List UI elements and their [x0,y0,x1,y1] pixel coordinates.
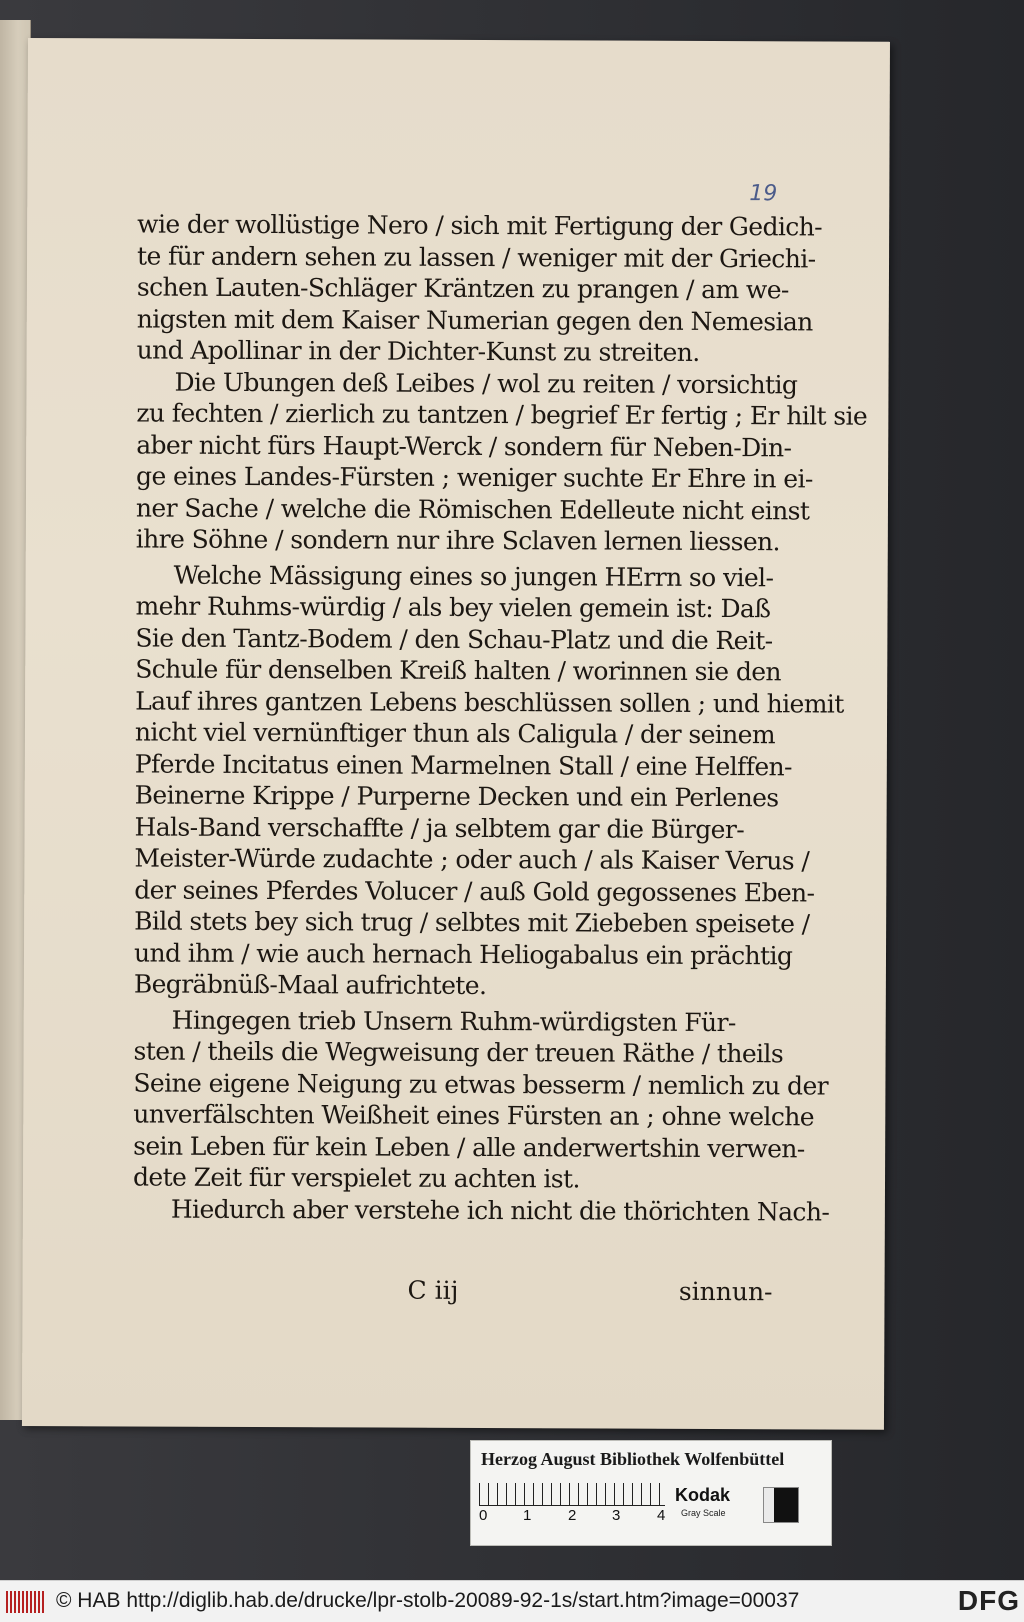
credit-bar [0,1580,1024,1622]
text-line: und ihm / wie auch hernach Heliogabalus ein prächtig [133,937,793,970]
text-line: Meister-Würde zudachte ; oder auch / als Kaiser Verus / [134,843,810,876]
signature-mark: C iij [407,1275,459,1305]
library-name: Herzog August Bibliothek Wolfenbüttel [481,1449,785,1469]
catchword: sinnun- [678,1276,773,1307]
text-line: sten / theils die Wegweisung der treuen Räthe / theils [133,1036,784,1069]
text-line: zu fechten / zierlich zu tantzen / begrief Er fertig ; Er hilt sie [136,398,868,431]
text-line: wie der wollüstige Nero / sich mit Fertigung der Gedich- [137,209,823,242]
page-text [132,208,868,1227]
text-line: mehr Ruhms-würdig / als bey vielen gemein ist: Daß [135,591,771,624]
scale-ruler [479,1483,665,1506]
credit-link[interactable]: © HAB http://diglib.hab.de/drucke/lpr-stolb-20089-92-1s/start.htm?image=00037 [56,1589,800,1612]
text-line: Sie den Tantz-Bodem / den Schau-Platz und die Reit- [135,622,773,655]
text-line: nigsten mit dem Kaiser Numerian gegen den Nemesian [136,303,813,336]
ruler-number: 4 [657,1507,666,1524]
text-line: dete Zeit für verspielet zu achten ist. [132,1162,580,1194]
text-line: Hals-Band verschaffte / ja selbtem gar die Bürger- [134,811,745,844]
ruler-number: 1 [523,1507,532,1524]
text-line: sein Leben für kein Leben / alle anderwertshin verwen- [133,1130,805,1163]
hab-barcode-icon [6,1591,44,1613]
color-target-card [470,1440,832,1546]
gray-scale-label: Gray Scale [681,1508,726,1518]
text-line: Pferde Incitatus einen Marmelnen Stall / eine Helffen- [134,748,793,781]
text-line: Lauf ihres gantzen Lebens beschlüssen sollen ; und hiemit [135,685,844,719]
text-line: aber nicht fürs Haupt-Werck / sondern für Neben-Din- [136,429,792,462]
paragraph-start-line: Hiedurch aber verstehe ich nicht die thörichten Nach- [170,1194,830,1227]
text-line: und Apollinar in der Dichter-Kunst zu streiten. [136,335,700,367]
text-line: ihre Söhne / sondern nur ihre Sclaven lernen liessen. [135,524,780,557]
ruler-number: 2 [568,1507,577,1524]
book-page [22,38,890,1430]
page-footer [132,1273,772,1308]
paragraph-start-line: Die Ubungen deß Leibes / wol zu reiten / vorsichtig [174,367,798,399]
paragraph-start-line: Welche Mässigung eines so jungen HErrn so viel- [173,560,774,592]
folio-number: 19 [749,181,778,207]
ruler-number: 3 [612,1507,621,1524]
ruler-numbers [479,1507,669,1527]
text-line: unverfälschten Weißheit eines Fürsten an ; ohne welche [133,1099,815,1132]
text-line: Beinerne Krippe / Purperne Decken und ein Perlenes [134,780,779,813]
dfg-logo: DFG [954,1585,1020,1617]
text-line: Seine eigene Neigung zu etwas besserm / nemlich zu der [133,1067,829,1101]
text-line: te für andern sehen zu lassen / weniger mit der Griechi- [136,240,816,273]
text-line: der seines Pferdes Volucer / auß Gold gegossenes Eben- [134,874,815,907]
paragraph-start-line: Hingegen trieb Unsern Ruhm-würdigsten Für- [171,1005,736,1037]
text-line: ge eines Landes-Fürsten ; weniger suchte Er Ehre in ei- [136,461,813,494]
text-line: ner Sache / welche die Römischen Edelleute nicht einst [135,492,810,525]
text-line: Schule für denselben Kreiß halten / worinnen sie den [135,654,782,687]
ruler-number: 0 [479,1507,488,1524]
gray-patch [763,1487,799,1523]
text-line: nicht viel vernünftiger thun als Caligula / der seinem [134,717,776,750]
text-line: Begräbnüß-Maal aufrichtete. [133,969,487,1001]
text-line: Bild stets bey sich trug / selbtes mit Ziebeben speisete / [134,906,810,939]
text-line: schen Lauten-Schläger Kräntzen zu prangen / am we- [136,272,789,305]
kodak-logo: Kodak [675,1485,731,1505]
